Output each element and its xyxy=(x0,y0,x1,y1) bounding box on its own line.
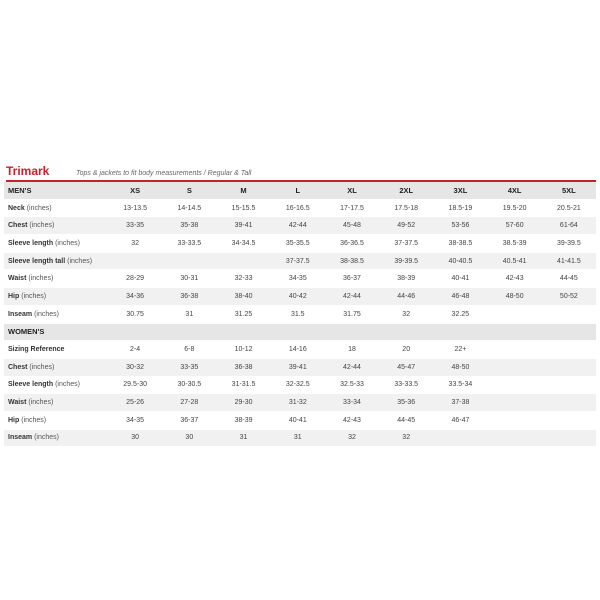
value-cell: 45-47 xyxy=(379,358,433,376)
value-cell: 32.25 xyxy=(451,310,470,318)
measure-name: Waist xyxy=(8,399,27,407)
value-cell: 31.5 xyxy=(290,310,305,318)
value-cell: 33-33.5 xyxy=(177,239,202,247)
value-cell xyxy=(433,429,487,447)
measure-name: Sleeve length xyxy=(8,381,54,389)
value-cell: 36-36.5 xyxy=(340,239,364,247)
value-cell: 38-38.5 xyxy=(448,239,473,247)
value-cell: 32 xyxy=(131,239,139,247)
value-cell xyxy=(542,305,596,323)
women-measure-row xyxy=(4,394,596,412)
value-cell xyxy=(542,341,596,359)
measure-label xyxy=(4,411,108,429)
value-cell: 45-48 xyxy=(325,217,379,235)
value-cell: 33-34 xyxy=(325,394,379,412)
value-cell: 41-41.5 xyxy=(542,252,596,270)
size-header-cell: M xyxy=(216,182,270,199)
value-cell: 49-52 xyxy=(379,217,433,235)
measure-name: Sleeve length tall xyxy=(8,257,66,265)
value-cell: 35-36 xyxy=(379,394,433,412)
measure-label xyxy=(4,358,108,376)
value-cell: 37-37.5 xyxy=(394,239,419,247)
value-cell: 10-12 xyxy=(234,346,253,354)
value-cell: 35-35.5 xyxy=(285,239,310,247)
value-cell: 32-32.5 xyxy=(285,381,310,389)
value-cell: 33-33.5 xyxy=(394,381,419,389)
men-measure-row xyxy=(4,235,596,253)
value-cell: 32 xyxy=(402,310,411,318)
measure-name: Chest xyxy=(8,222,28,230)
value-cell: 46-47 xyxy=(451,416,470,424)
men-measure-row xyxy=(4,252,596,270)
value-cell: 2-4 xyxy=(130,346,141,354)
value-cell: 42-43 xyxy=(343,416,361,424)
measure-name: Hip xyxy=(8,292,20,300)
value-cell: 36-37 xyxy=(343,275,361,283)
value-cell: 40-41 xyxy=(451,275,470,283)
measure-label xyxy=(4,199,108,217)
value-cell: 44-45 xyxy=(397,416,416,424)
value-cell: 42-44 xyxy=(325,358,379,376)
value-cell: 14-14.5 xyxy=(177,204,202,212)
value-cell xyxy=(162,252,216,270)
measure-unit: (inches) xyxy=(29,363,55,371)
value-cell: 57-60 xyxy=(488,217,542,235)
value-cell: 18.5-19 xyxy=(448,204,473,212)
value-cell: 30-32 xyxy=(108,358,162,376)
size-header-cell: 2XL xyxy=(379,182,433,199)
women-measure-row xyxy=(4,341,596,359)
empty-header-cell xyxy=(216,323,270,341)
value-cell xyxy=(488,358,542,376)
men-measure-row xyxy=(4,217,596,235)
womens-header-row xyxy=(4,323,596,341)
measure-label xyxy=(4,394,108,412)
value-cell xyxy=(542,376,596,394)
measure-name: Neck xyxy=(8,204,25,212)
measure-name: Chest xyxy=(8,363,28,371)
empty-header-cell xyxy=(271,323,325,341)
empty-header-cell xyxy=(108,323,162,341)
value-cell: 28-29 xyxy=(126,275,145,283)
value-cell: 48-50 xyxy=(488,288,542,306)
value-cell: 53-56 xyxy=(433,217,487,235)
value-cell: 32.5-33 xyxy=(340,381,364,389)
value-cell: 46-48 xyxy=(433,288,487,306)
value-cell xyxy=(216,252,270,270)
value-cell: 22+ xyxy=(454,346,467,354)
value-cell: 40-42 xyxy=(271,288,325,306)
value-cell: 39-39.5 xyxy=(379,252,433,270)
measure-label xyxy=(4,252,108,270)
value-cell: 30-30.5 xyxy=(177,381,202,389)
size-header-cell: L xyxy=(271,182,325,199)
men-measure-row xyxy=(4,270,596,288)
measure-unit: (inches) xyxy=(28,399,54,407)
value-cell: 30-31 xyxy=(180,275,199,283)
measure-name: Inseam xyxy=(8,310,33,318)
measure-unit: (inches) xyxy=(34,434,59,442)
value-cell: 27-28 xyxy=(162,394,216,412)
empty-header-cell xyxy=(379,323,433,341)
value-cell xyxy=(542,411,596,429)
value-cell: 48-50 xyxy=(433,358,487,376)
measure-unit: (inches) xyxy=(21,292,47,300)
value-cell: 35-38 xyxy=(162,217,216,235)
value-cell: 36-37 xyxy=(180,416,199,424)
value-cell: 38.5-39 xyxy=(502,239,527,247)
brand-title: Trimark xyxy=(6,164,50,178)
value-cell: 33.5-34 xyxy=(448,381,473,389)
empty-header-cell xyxy=(433,323,487,341)
measure-unit: (inches) xyxy=(67,257,93,265)
value-cell xyxy=(108,252,162,270)
measure-label xyxy=(4,235,108,253)
value-cell xyxy=(542,394,596,412)
measure-label xyxy=(4,288,108,306)
measure-name: Inseam xyxy=(8,434,33,442)
value-cell: 34-35 xyxy=(126,416,145,424)
value-cell: 39-39.5 xyxy=(557,239,581,247)
value-cell: 33-35 xyxy=(108,217,162,235)
measure-name: Sleeve length xyxy=(8,239,54,247)
value-cell: 39-41 xyxy=(271,358,325,376)
value-cell: 31.75 xyxy=(343,310,361,318)
measure-name: Waist xyxy=(8,275,27,283)
women-measure-row xyxy=(4,411,596,429)
chart-subtitle: Tops & jackets to fit body measurements / Regular & Tall xyxy=(76,170,252,177)
women-measure-row xyxy=(4,358,596,376)
womens-section-label: WOMEN'S xyxy=(4,323,108,341)
value-cell: 31 xyxy=(271,429,325,447)
value-cell: 29.5-30 xyxy=(123,381,147,389)
value-cell: 30.75 xyxy=(126,310,144,318)
value-cell: 31.25 xyxy=(234,310,253,318)
empty-header-cell xyxy=(542,323,596,341)
value-cell: 32-33 xyxy=(234,275,253,283)
value-cell: 38-39 xyxy=(397,275,416,283)
value-cell xyxy=(542,429,596,447)
value-cell: 38-38.5 xyxy=(325,252,379,270)
value-cell: 34-36 xyxy=(108,288,162,306)
men-measure-row xyxy=(4,199,596,217)
empty-header-cell xyxy=(162,323,216,341)
value-cell: 13-13.5 xyxy=(123,204,147,212)
size-header-cell: 5XL xyxy=(542,182,596,199)
value-cell xyxy=(488,411,542,429)
mens-section-label: MEN'S xyxy=(4,182,108,199)
value-cell: 30 xyxy=(162,429,216,447)
measure-name: Hip xyxy=(8,416,20,424)
measure-unit: (inches) xyxy=(55,239,80,247)
value-cell: 40-41 xyxy=(288,416,307,424)
size-header-cell: XL xyxy=(325,182,379,199)
value-cell: 37-38 xyxy=(433,394,487,412)
value-cell: 14-16 xyxy=(288,346,307,354)
measure-unit: (inches) xyxy=(55,381,80,389)
value-cell: 34-35 xyxy=(288,275,307,283)
value-cell: 38-39 xyxy=(234,416,253,424)
value-cell: 29-30 xyxy=(216,394,270,412)
value-cell: 36-38 xyxy=(216,358,270,376)
value-cell: 30 xyxy=(108,429,162,447)
size-table xyxy=(4,182,596,447)
men-measure-row xyxy=(4,305,596,323)
value-cell xyxy=(488,376,542,394)
size-header-cell: 4XL xyxy=(488,182,542,199)
measure-unit: (inches) xyxy=(28,275,54,283)
measure-unit: (inches) xyxy=(21,416,47,424)
value-cell: 34-34.5 xyxy=(231,239,256,247)
value-cell: 31-32 xyxy=(271,394,325,412)
women-measure-row xyxy=(4,429,596,447)
value-cell: 31 xyxy=(216,429,270,447)
measure-label xyxy=(4,429,108,447)
size-header-cell: S xyxy=(162,182,216,199)
measure-label xyxy=(4,217,108,235)
measure-label xyxy=(4,305,108,323)
value-cell: 16-16.5 xyxy=(285,204,310,212)
value-cell: 33-35 xyxy=(162,358,216,376)
measure-label xyxy=(4,341,108,359)
value-cell: 32 xyxy=(379,429,433,447)
size-header-cell: XS xyxy=(108,182,162,199)
chart-header xyxy=(4,164,596,178)
measure-unit: (inches) xyxy=(34,310,59,318)
value-cell: 42-44 xyxy=(325,288,379,306)
size-chart xyxy=(4,164,596,447)
mens-header-row xyxy=(4,182,596,199)
women-measure-row xyxy=(4,376,596,394)
value-cell: 20 xyxy=(402,346,411,354)
value-cell: 6-8 xyxy=(184,346,195,354)
value-cell xyxy=(488,429,542,447)
size-header-cell: 3XL xyxy=(433,182,487,199)
value-cell xyxy=(488,394,542,412)
measure-unit: (inches) xyxy=(26,204,52,212)
men-measure-row xyxy=(4,288,596,306)
value-cell: 18 xyxy=(348,346,356,354)
value-cell: 36-38 xyxy=(162,288,216,306)
value-cell: 42-43 xyxy=(505,275,524,283)
value-cell: 50-52 xyxy=(542,288,596,306)
value-cell: 32 xyxy=(325,429,379,447)
value-cell xyxy=(488,305,542,323)
empty-header-cell xyxy=(488,323,542,341)
value-cell: 17.5-18 xyxy=(394,204,419,212)
value-cell: 44-45 xyxy=(559,275,578,283)
measure-label xyxy=(4,376,108,394)
value-cell xyxy=(542,358,596,376)
value-cell: 20.5-21 xyxy=(557,204,581,212)
value-cell: 40-40.5 xyxy=(433,252,487,270)
value-cell: 17-17.5 xyxy=(340,204,364,212)
value-cell: 37-37.5 xyxy=(271,252,325,270)
value-cell: 44-46 xyxy=(379,288,433,306)
value-cell: 38-40 xyxy=(216,288,270,306)
value-cell: 31 xyxy=(185,310,194,318)
value-cell: 39-41 xyxy=(216,217,270,235)
value-cell: 42-44 xyxy=(271,217,325,235)
measure-label xyxy=(4,270,108,288)
value-cell: 31-31.5 xyxy=(231,381,256,389)
value-cell: 25-26 xyxy=(108,394,162,412)
value-cell: 19.5-20 xyxy=(502,204,527,212)
value-cell: 40.5-41 xyxy=(488,252,542,270)
value-cell: 15-15.5 xyxy=(231,204,256,212)
empty-header-cell xyxy=(325,323,379,341)
value-cell: 61-64 xyxy=(542,217,596,235)
measure-unit: (inches) xyxy=(29,222,55,230)
value-cell xyxy=(488,341,542,359)
measure-name: Sizing Reference xyxy=(8,346,65,354)
